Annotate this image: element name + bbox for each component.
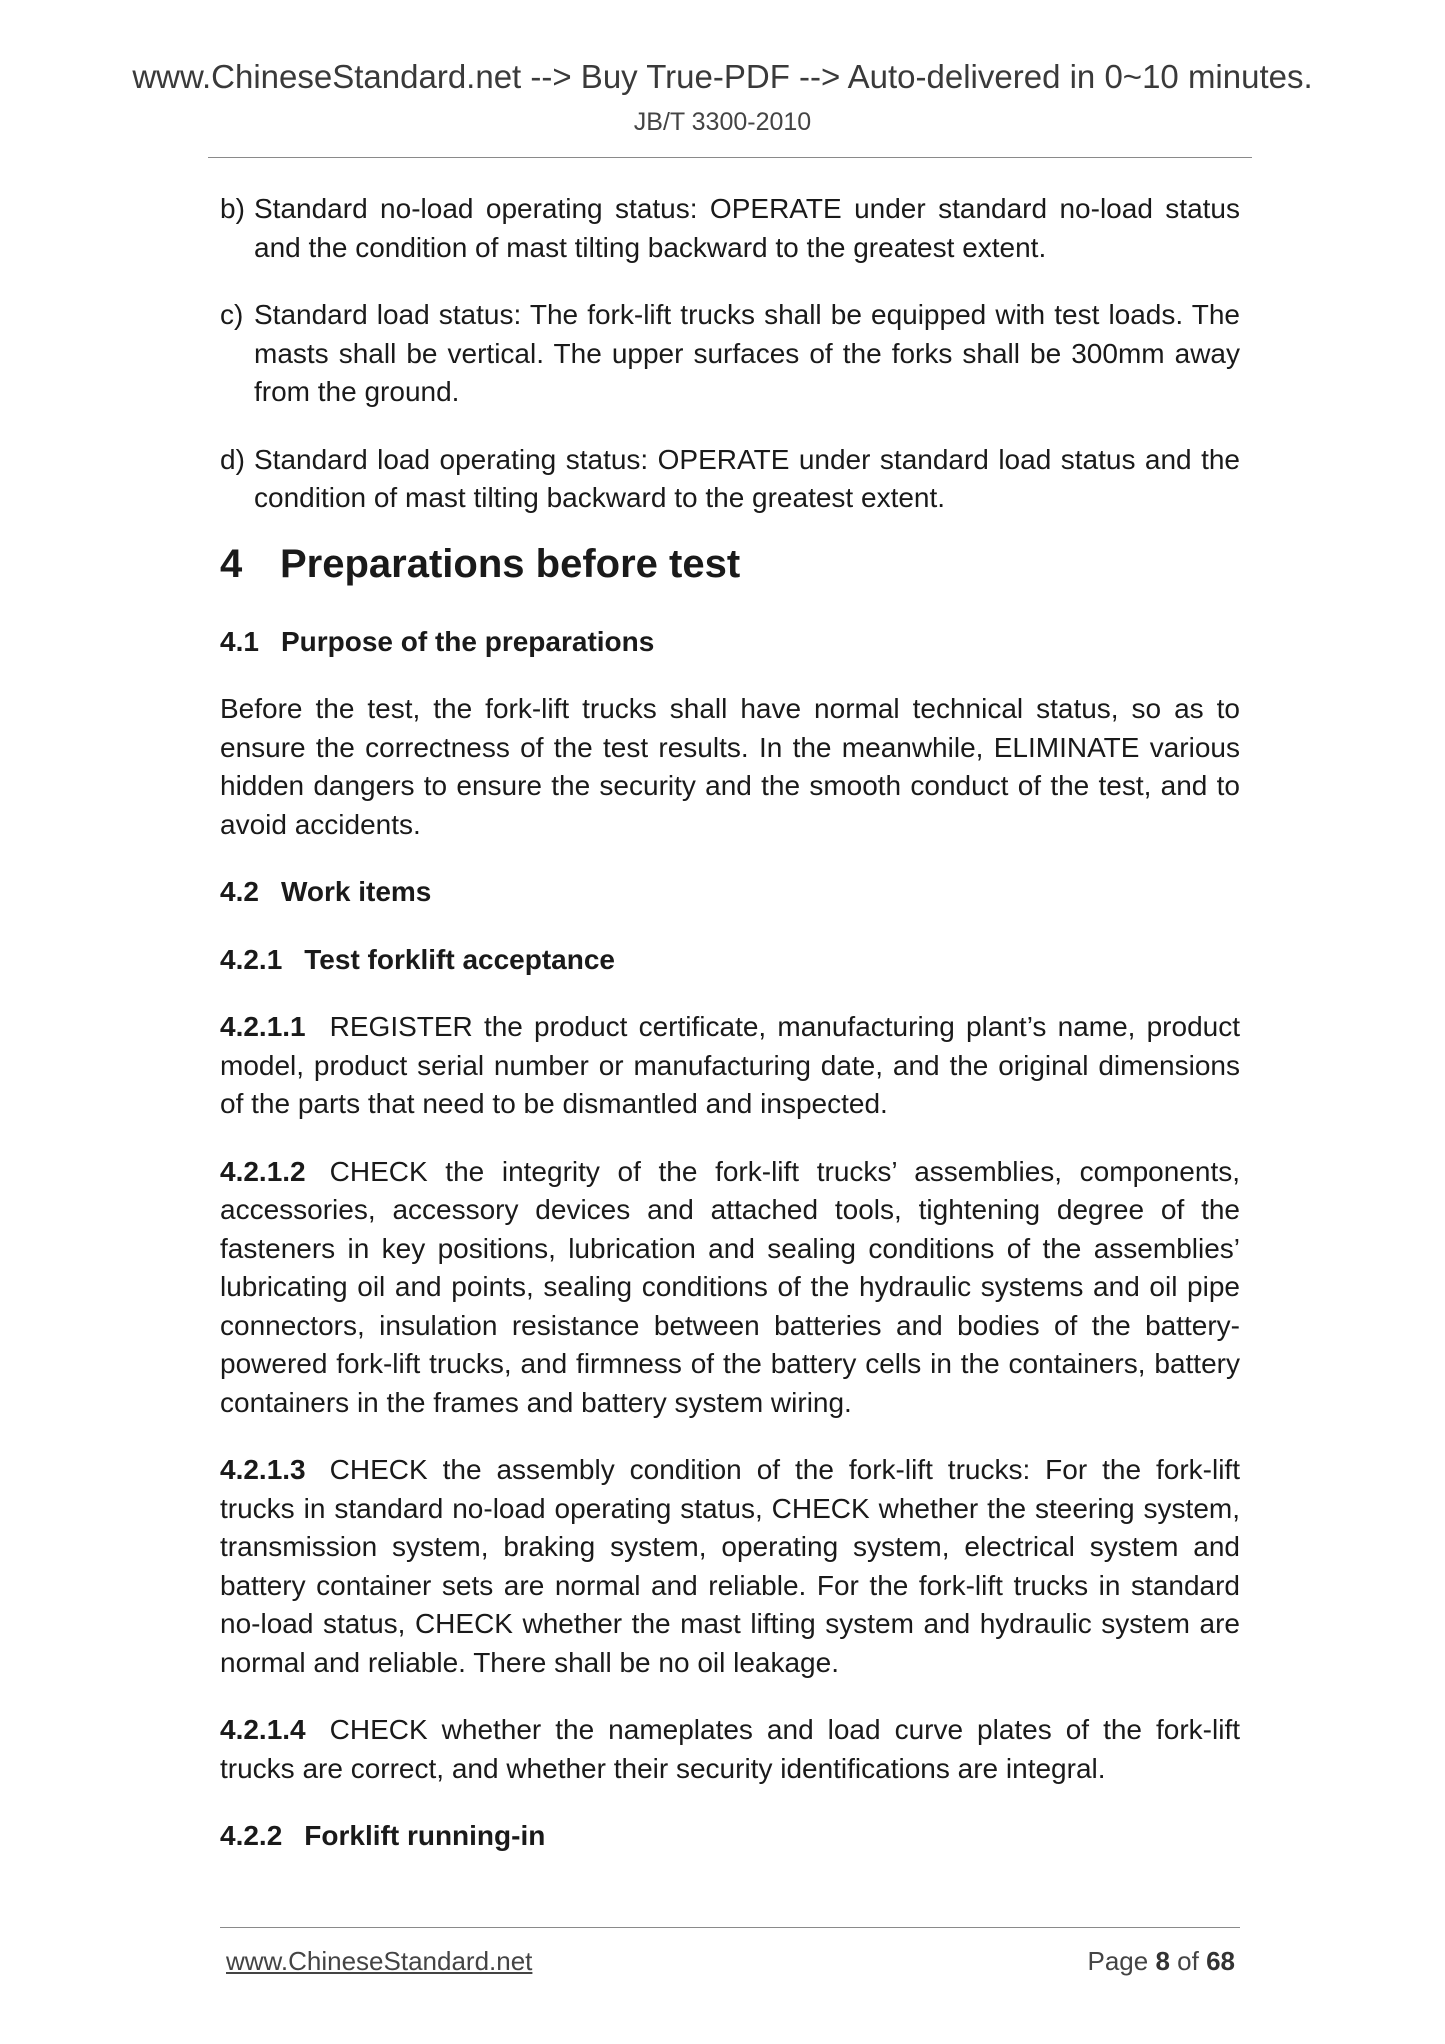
clause-number: 4.2.1.3 <box>220 1454 306 1485</box>
page-prefix: Page <box>1087 1946 1149 1976</box>
clause-paragraph <box>220 1451 1240 1682</box>
subsection-title: Test forklift acceptance <box>304 943 615 975</box>
paragraph: Before the test, the fork-lift trucks shall have normal technical status, so as to ensure the correctness of the test results. In the meanwhile, ELIMINATE various hidden dangers to ensure the security and the smooth conduct of the test, and to avoid accidents. <box>220 693 1240 840</box>
footer-divider <box>220 1927 1240 1928</box>
list-marker: b) <box>220 193 245 224</box>
list-item <box>220 441 1240 518</box>
subsection-title: Forklift running-in <box>304 1820 546 1851</box>
document-body <box>220 190 1240 1885</box>
page-of: of <box>1177 1946 1199 1976</box>
list-marker: c) <box>220 299 244 330</box>
subsection-title: Purpose of the preparations <box>280 625 655 657</box>
section-title: Preparations before test <box>280 541 741 586</box>
clause-text: CHECK whether the nameplates and load curve plates of the fork-lift trucks are correct, and whether their security identifications are integral. <box>220 1714 1240 1784</box>
clause-paragraph <box>220 1008 1240 1124</box>
subsection-heading <box>220 941 1240 980</box>
subsection-number: 4.2 <box>220 876 259 907</box>
subsection-heading <box>220 873 1240 912</box>
subsection-heading <box>220 1817 1240 1856</box>
section-heading <box>220 540 1240 588</box>
clause-paragraph <box>220 1711 1240 1788</box>
clause-text: CHECK the integrity of the fork-lift trucks’ assemblies, components, accessories, accessory devices and attached tools, tightening degree of the fasteners in key positions, lubrication and sealing conditions of the assemblies’ lubricating oil and points, sealing conditions of the hydraulic systems and oil pipe connectors, insulation resistance between batteries and bodies of the battery-powered fork-lift trucks, and firmness of the battery cells in the containers, battery containers in the frames and battery system wiring. <box>220 1155 1240 1418</box>
page-current: 8 <box>1155 1946 1170 1976</box>
subsection-title: Work items <box>280 876 432 907</box>
subsection-number: 4.1 <box>220 625 259 657</box>
section-number: 4 <box>220 541 243 586</box>
page-total: 68 <box>1206 1946 1235 1976</box>
clause-text: REGISTER the product certificate, manufacturing plant’s name, product model, product serial number or manufacturing date, and the original dimensions of the parts that need to be dismantled and inspected. <box>220 1011 1240 1119</box>
clause-number: 4.2.1.1 <box>220 1011 306 1042</box>
standard-id: JB/T 3300-2010 <box>633 108 812 136</box>
header-divider <box>208 157 1252 158</box>
subsection-number: 4.2.2 <box>220 1820 283 1851</box>
header-banner[interactable]: www.ChineseStandard.net --> Buy True-PDF --> Auto-delivered in 0~10 minutes. <box>132 58 1313 95</box>
list-marker: d) <box>220 443 245 475</box>
subsection-number: 4.2.1 <box>220 943 283 975</box>
footer-link[interactable]: www.ChineseStandard.net <box>226 1946 533 1976</box>
clause-number: 4.2.1.2 <box>220 1155 306 1187</box>
page-indicator <box>1087 1946 1235 1977</box>
list-item <box>220 296 1240 412</box>
list-item-text: Standard no-load operating status: OPERATE under standard no-load status and the condition of mast tilting backward to the greatest extent. <box>254 193 1240 263</box>
list-item-text: Standard load status: The fork-lift trucks shall be equipped with test loads. The masts shall be vertical. The upper surfaces of the forks shall be 300mm away from the ground. <box>254 299 1240 407</box>
subsection-heading <box>220 623 1240 662</box>
list-item <box>220 190 1240 267</box>
clause-text: CHECK the assembly condition of the fork-lift trucks: For the fork-lift trucks in standard no-load operating status, CHECK whether the steering system, transmission system, braking system, operating system, electrical system and battery container sets are normal and reliable. For the fork-lift trucks in standard no-load status, CHECK whether the mast lifting system and hydraulic system are normal and reliable. There shall be no oil leakage. <box>220 1454 1240 1678</box>
clause-paragraph <box>220 1153 1240 1423</box>
list-item-text: Standard load operating status: OPERATE under standard load status and the condition of mast tilting backward to the greatest extent. <box>254 443 1240 513</box>
clause-number: 4.2.1.4 <box>220 1714 306 1745</box>
